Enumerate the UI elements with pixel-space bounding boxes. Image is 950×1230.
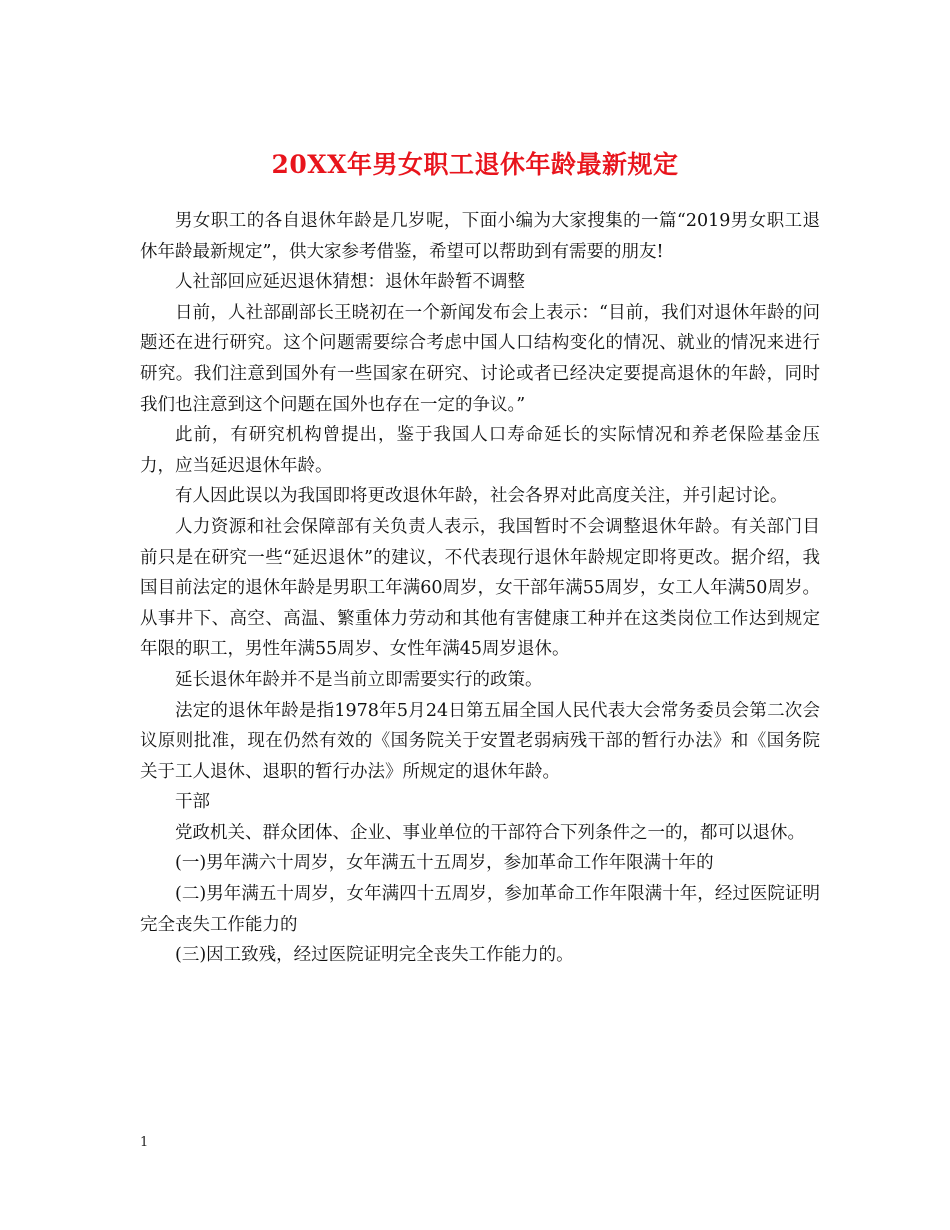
page-number: 1 <box>140 1135 149 1150</box>
paragraph-condition-three: (三)因工致残，经过医院证明完全丧失工作能力的。 <box>175 945 574 966</box>
paragraph-research-proposal: 此前，有研究机构曾提出，鉴于我国人口寿命延长的实际情况和养老保险基金压力，应当延迟退休年龄。 <box>140 425 820 476</box>
document-body <box>140 206 820 971</box>
paragraph-vice-minister-statement: 日前，人社部副部长王晓初在一个新闻发布会上表示：“目前，我们对退休年龄的问题还在进行研究。这个问题需要综合考虑中国人口结构变化的情况、就业的情况来进行研究。我们注意到国外有一些国家在研究、讨论或者已经决定要提高退休的年龄，同时我们也注意到这个问题在国外也存在一定的争议。” <box>140 302 820 415</box>
paragraph-intro: 男女职工的各自退休年龄是几岁呢，下面小编为大家搜集的一篇“2019男女职工退休年龄最新规定”，供大家参考借鉴，希望可以帮助到有需要的朋友! <box>140 211 820 262</box>
paragraph-policy-status: 延长退休年龄并不是当前立即需要实行的政策。 <box>175 669 543 690</box>
paragraph-cadre-heading: 干部 <box>175 792 210 813</box>
paragraph-condition-one: (一)男年满六十周岁，女年满五十五周岁，参加革命工作年限满十年的 <box>175 853 714 874</box>
document-title: 20XX年男女职工退休年龄最新规定 <box>271 149 679 179</box>
paragraph-cadre-conditions: 党政机关、群众团体、企业、事业单位的干部符合下列条件之一的，都可以退休。 <box>175 822 805 843</box>
paragraph-public-discussion: 有人因此误以为我国即将更改退休年龄，社会各界对此高度关注，并引起讨论。 <box>175 486 788 507</box>
paragraph-heading-delay: 人社部回应延迟退休猜想：退休年龄暂不调整 <box>175 272 525 293</box>
paragraph-ministry-response: 人力资源和社会保障部有关负责人表示，我国暂时不会调整退休年龄。有关部门目前只是在研究一些“延迟退休”的建议，不代表现行退休年龄规定即将更改。据介绍，我国目前法定的退休年龄是男职工年满60周岁，女干部年满55周岁，女工人年满50周岁。从事井下、高空、高温、繁重体力劳动和其他有害健康工种并在这类岗位工作达到规定年限的职工，男性年满55周岁、女性年满45周岁退休。 <box>140 516 820 660</box>
paragraph-condition-two: (二)男年满五十周岁，女年满四十五周岁，参加革命工作年限满十年，经过医院证明完全丧失工作能力的 <box>140 884 820 935</box>
paragraph-legal-retirement-age: 法定的退休年龄是指1978年5月24日第五届全国人民代表大会常务委员会第二次会议原则批准，现在仍然有效的《国务院关于安置老弱病残干部的暂行办法》和《国务院关于工人退休、退职的暂行办法》所规定的退休年龄。 <box>140 700 820 782</box>
